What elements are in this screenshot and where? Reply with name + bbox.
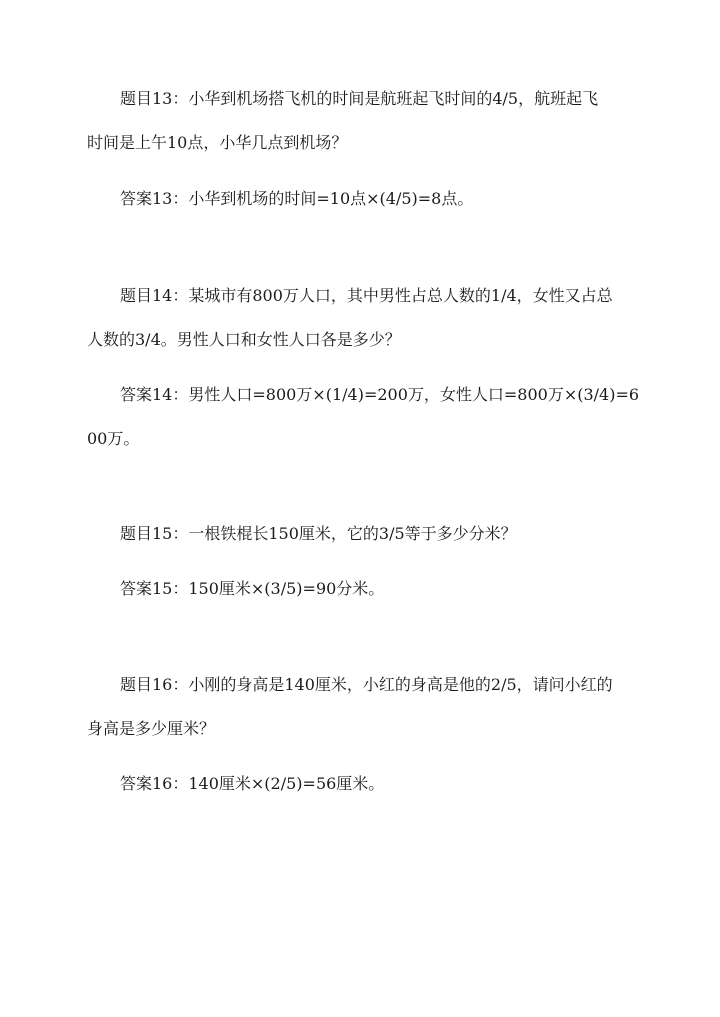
question-16-line-1: 题目16：小刚的身高是140厘米，小红的身高是他的2/5，请问小红的 bbox=[120, 675, 613, 694]
question-14-line-2: 人数的3/4。男性人口和女性人口各是多少？ bbox=[87, 330, 401, 349]
question-13-line-2: 时间是上午10点，小华几点到机场？ bbox=[87, 133, 348, 152]
question-15-line-1: 题目15：一根铁棍长150厘米，它的3/5等于多少分米？ bbox=[120, 524, 517, 543]
answer-14-line-2: 00万。 bbox=[87, 429, 140, 448]
answer-16-line-1: 答案16：140厘米×(2/5)=56厘米。 bbox=[120, 774, 385, 793]
answer-14-line-1: 答案14：男性人口=800万×(1/4)=200万，女性人口=800万×(3/4)=6 bbox=[120, 385, 640, 404]
question-16-line-2: 身高是多少厘米？ bbox=[87, 719, 216, 738]
question-13-line-1: 题目13：小华到机场搭飞机的时间是航班起飞时间的4/5，航班起飞 bbox=[120, 89, 599, 108]
answer-13-line-1: 答案13：小华到机场的时间=10点×(4/5)=8点。 bbox=[120, 189, 474, 208]
answer-15-line-1: 答案15：150厘米×(3/5)=90分米。 bbox=[120, 579, 385, 598]
question-14-line-1: 题目14：某城市有800万人口，其中男性占总人数的1/4，女性又占总 bbox=[120, 286, 613, 305]
